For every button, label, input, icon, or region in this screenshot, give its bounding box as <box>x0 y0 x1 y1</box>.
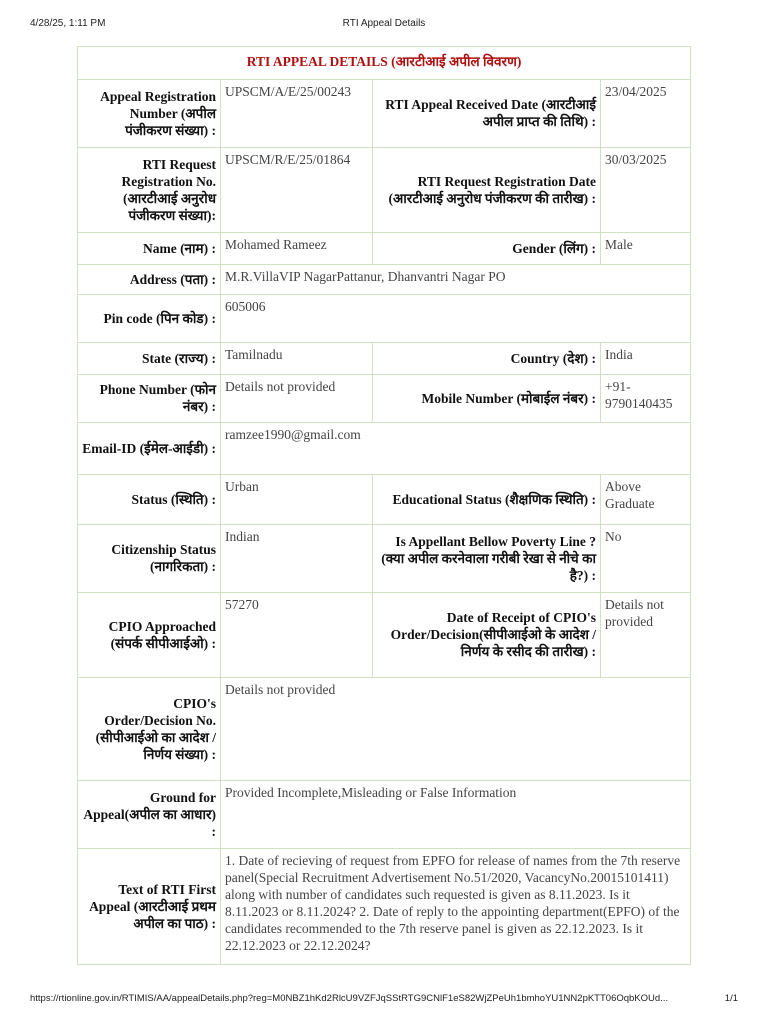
name-label: Name (नाम) : <box>78 233 221 265</box>
state-value: Tamilnadu <box>221 343 373 375</box>
pin-code-value: 605006 <box>221 295 691 343</box>
cpio-receipt-date-value: Details not provided <box>601 593 691 678</box>
cpio-approached-label: CPIO Approached (संपर्क सीपीआईओ) : <box>78 593 221 678</box>
pin-code-label: Pin code (पिन कोड) : <box>78 295 221 343</box>
status-value: Urban <box>221 475 373 525</box>
cpio-order-no-label: CPIO's Order/Decision No. (सीपीआईओ का आदेश / निर्णय संख्या) : <box>78 678 221 781</box>
print-datetime: 4/28/25, 1:11 PM <box>30 18 106 29</box>
citizenship-label: Citizenship Status (नागरिकता) : <box>78 525 221 593</box>
appeal-received-date-label: RTI Appeal Received Date (आरटीआई अपील प्राप्त की तिथि) : <box>373 80 601 148</box>
print-header <box>30 18 738 32</box>
cpio-receipt-date-label: Date of Receipt of CPIO's Order/Decision(सीपीआईओ के आदेश / निर्णय के रसीद की तारीख) : <box>373 593 601 678</box>
request-reg-date-label: RTI Request Registration Date (आरटीआई अनुरोध पंजीकरण की तारीख) : <box>373 148 601 233</box>
appeal-text-value: 1. Date of recieving of request from EPFO for release of names from the 7th reserve panel(Special Recruitment Advertisement No.51/2020, VacancyNo.20015101411) along with number of candidates such requested is given as 8.11.2023. Is it 8.11.2023 or 8.11.2024? 2. Date of reply to the appointing department(EPFO) of the candidates recommended to the 7th reserve panel is given as 22.12.2023. Is it 22.12.2023 or 22.12.2024? <box>221 849 691 965</box>
educational-status-label: Educational Status (शैक्षणिक स्थिति) : <box>373 475 601 525</box>
ground-label: Ground for Appeal(अपील का आधार) : <box>78 781 221 849</box>
page-title: RTI APPEAL DETAILS (आरटीआई अपील विवरण) <box>78 47 691 80</box>
phone-value: Details not provided <box>221 375 373 423</box>
appeal-received-date-value: 23/04/2025 <box>601 80 691 148</box>
request-reg-no-label: RTI Request Registration No. (आरटीआई अनुरोध पंजीकरण संख्या): <box>78 148 221 233</box>
gender-label: Gender (लिंग) : <box>373 233 601 265</box>
name-value: Mohamed Rameez <box>221 233 373 265</box>
status-label: Status (स्थिति) : <box>78 475 221 525</box>
email-value: ramzee1990@gmail.com <box>221 423 691 475</box>
appeal-reg-no-label: Appeal Registration Number (अपील पंजीकरण संख्या) : <box>78 80 221 148</box>
address-value: M.R.VillaVIP NagarPattanur, Dhanvantri Nagar PO <box>221 265 691 295</box>
gender-value: Male <box>601 233 691 265</box>
mobile-value: +91-9790140435 <box>601 375 691 423</box>
citizenship-value: Indian <box>221 525 373 593</box>
cpio-order-no-value: Details not provided <box>221 678 691 781</box>
mobile-label: Mobile Number (मोबाईल नंबर) : <box>373 375 601 423</box>
print-title: RTI Appeal Details <box>342 18 426 29</box>
country-value: India <box>601 343 691 375</box>
bpl-value: No <box>601 525 691 593</box>
email-label: Email-ID (ईमेल-आईडी) : <box>78 423 221 475</box>
print-page-number: 1/1 <box>724 993 738 1004</box>
phone-label: Phone Number (फोन नंबर) : <box>78 375 221 423</box>
request-reg-date-value: 30/03/2025 <box>601 148 691 233</box>
educational-status-value: Above Graduate <box>601 475 691 525</box>
address-label: Address (पता) : <box>78 265 221 295</box>
appeal-text-label: Text of RTI First Appeal (आरटीआई प्रथम अपील का पाठ) : <box>78 849 221 965</box>
cpio-approached-value: 57270 <box>221 593 373 678</box>
bpl-label: Is Appellant Bellow Poverty Line ? (क्या अपील करनेवाला गरीबी रेखा से नीचे का है?) : <box>373 525 601 593</box>
appeal-reg-no-value: UPSCM/A/E/25/00243 <box>221 80 373 148</box>
state-label: State (राज्य) : <box>78 343 221 375</box>
request-reg-no-value: UPSCM/R/E/25/01864 <box>221 148 373 233</box>
print-footer <box>30 993 738 1007</box>
country-label: Country (देश) : <box>373 343 601 375</box>
rti-appeal-details-table <box>77 46 691 965</box>
ground-value: Provided Incomplete,Misleading or False Information <box>221 781 691 849</box>
print-url: https://rtionline.gov.in/RTIMIS/AA/appealDetails.php?reg=M0NBZ1hKd2RlcU9VZFJqSStRTG9CNlF1eS82WjZPeUh1bmhoYU1NN2pKTT06OqbKOUd... <box>30 993 669 1004</box>
